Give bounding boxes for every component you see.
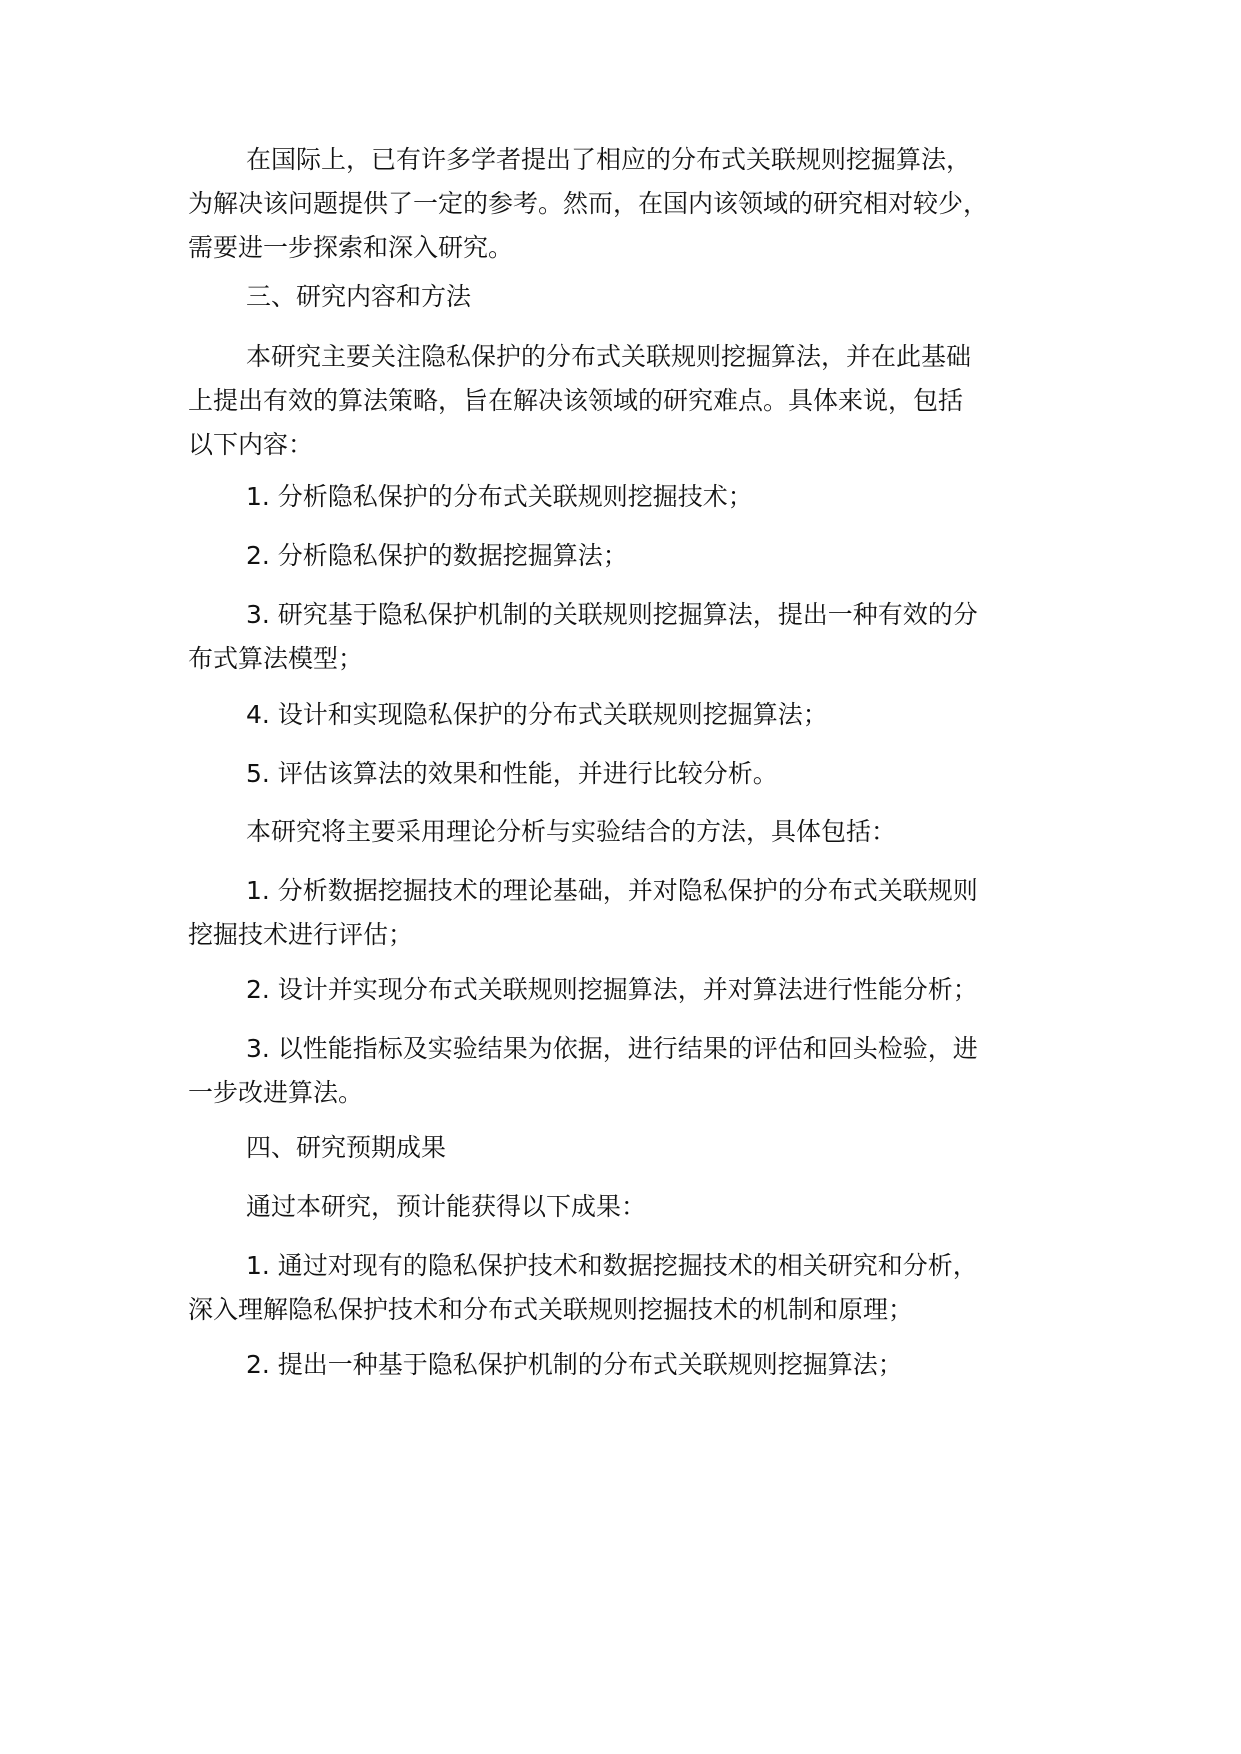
text-line: 2. 设计并实现分布式关联规则挖掘算法，并对算法进行性能分析；	[246, 975, 978, 1004]
text-line: 四、研究预期成果	[246, 1133, 447, 1162]
text-line: 5. 评估该算法的效果和性能，并进行比较分析。	[246, 759, 778, 788]
text-line: 通过本研究，预计能获得以下成果：	[246, 1192, 647, 1221]
text-line: 3. 以性能指标及实验结果为依据，进行结果的评估和回头检验，进	[246, 1034, 978, 1063]
text-line: 挖掘技术进行评估；	[188, 920, 414, 949]
text-line: 1. 分析数据挖掘技术的理论基础，并对隐私保护的分布式关联规则	[246, 876, 978, 905]
text-line: 在国际上，已有许多学者提出了相应的分布式关联规则挖掘算法，	[246, 145, 972, 174]
text-line: 本研究主要关注隐私保护的分布式关联规则挖掘算法，并在此基础	[246, 342, 972, 371]
text-line: 1. 分析隐私保护的分布式关联规则挖掘技术；	[246, 482, 753, 511]
list-item-content-4	[188, 693, 1088, 737]
paragraph-expected-results-intro	[188, 1185, 1088, 1229]
text-line: 4. 设计和实现隐私保护的分布式关联规则挖掘算法；	[246, 700, 828, 729]
text-line: 2. 分析隐私保护的数据挖掘算法；	[246, 541, 628, 570]
paragraph-research-focus	[188, 335, 1088, 467]
list-item-method-3	[188, 1027, 1088, 1115]
text-line: 三、研究内容和方法	[246, 282, 472, 311]
text-line: 1. 通过对现有的隐私保护技术和数据挖掘技术的相关研究和分析，	[246, 1251, 978, 1280]
section-heading-research-content	[188, 275, 1088, 319]
text-line: 以下内容：	[188, 430, 314, 459]
text-line: 需要进一步探索和深入研究。	[188, 233, 514, 262]
text-line: 3. 研究基于隐私保护机制的关联规则挖掘算法，提出一种有效的分	[246, 600, 978, 629]
list-item-result-2	[188, 1343, 1088, 1387]
list-item-method-1	[188, 869, 1088, 957]
text-line: 布式算法模型；	[188, 644, 364, 673]
text-line: 深入理解隐私保护技术和分布式关联规则挖掘技术的机制和原理；	[188, 1295, 914, 1324]
list-item-result-1	[188, 1244, 1088, 1332]
list-item-content-5	[188, 752, 1088, 796]
section-heading-expected-results	[188, 1126, 1088, 1170]
text-line: 本研究将主要采用理论分析与实验结合的方法，具体包括：	[246, 817, 897, 846]
text-line: 2. 提出一种基于隐私保护机制的分布式关联规则挖掘算法；	[246, 1350, 903, 1379]
list-item-content-3	[188, 593, 1088, 681]
paragraph-research-method	[188, 810, 1088, 854]
paragraph-international-research	[188, 138, 1088, 270]
text-line: 上提出有效的算法策略，旨在解决该领域的研究难点。具体来说，包括	[188, 386, 964, 415]
list-item-method-2	[188, 968, 1088, 1012]
list-item-content-1	[188, 475, 1088, 519]
text-line: 一步改进算法。	[188, 1078, 364, 1107]
list-item-content-2	[188, 534, 1088, 578]
text-line: 为解决该问题提供了一定的参考。然而，在国内该领域的研究相对较少，	[188, 189, 989, 218]
